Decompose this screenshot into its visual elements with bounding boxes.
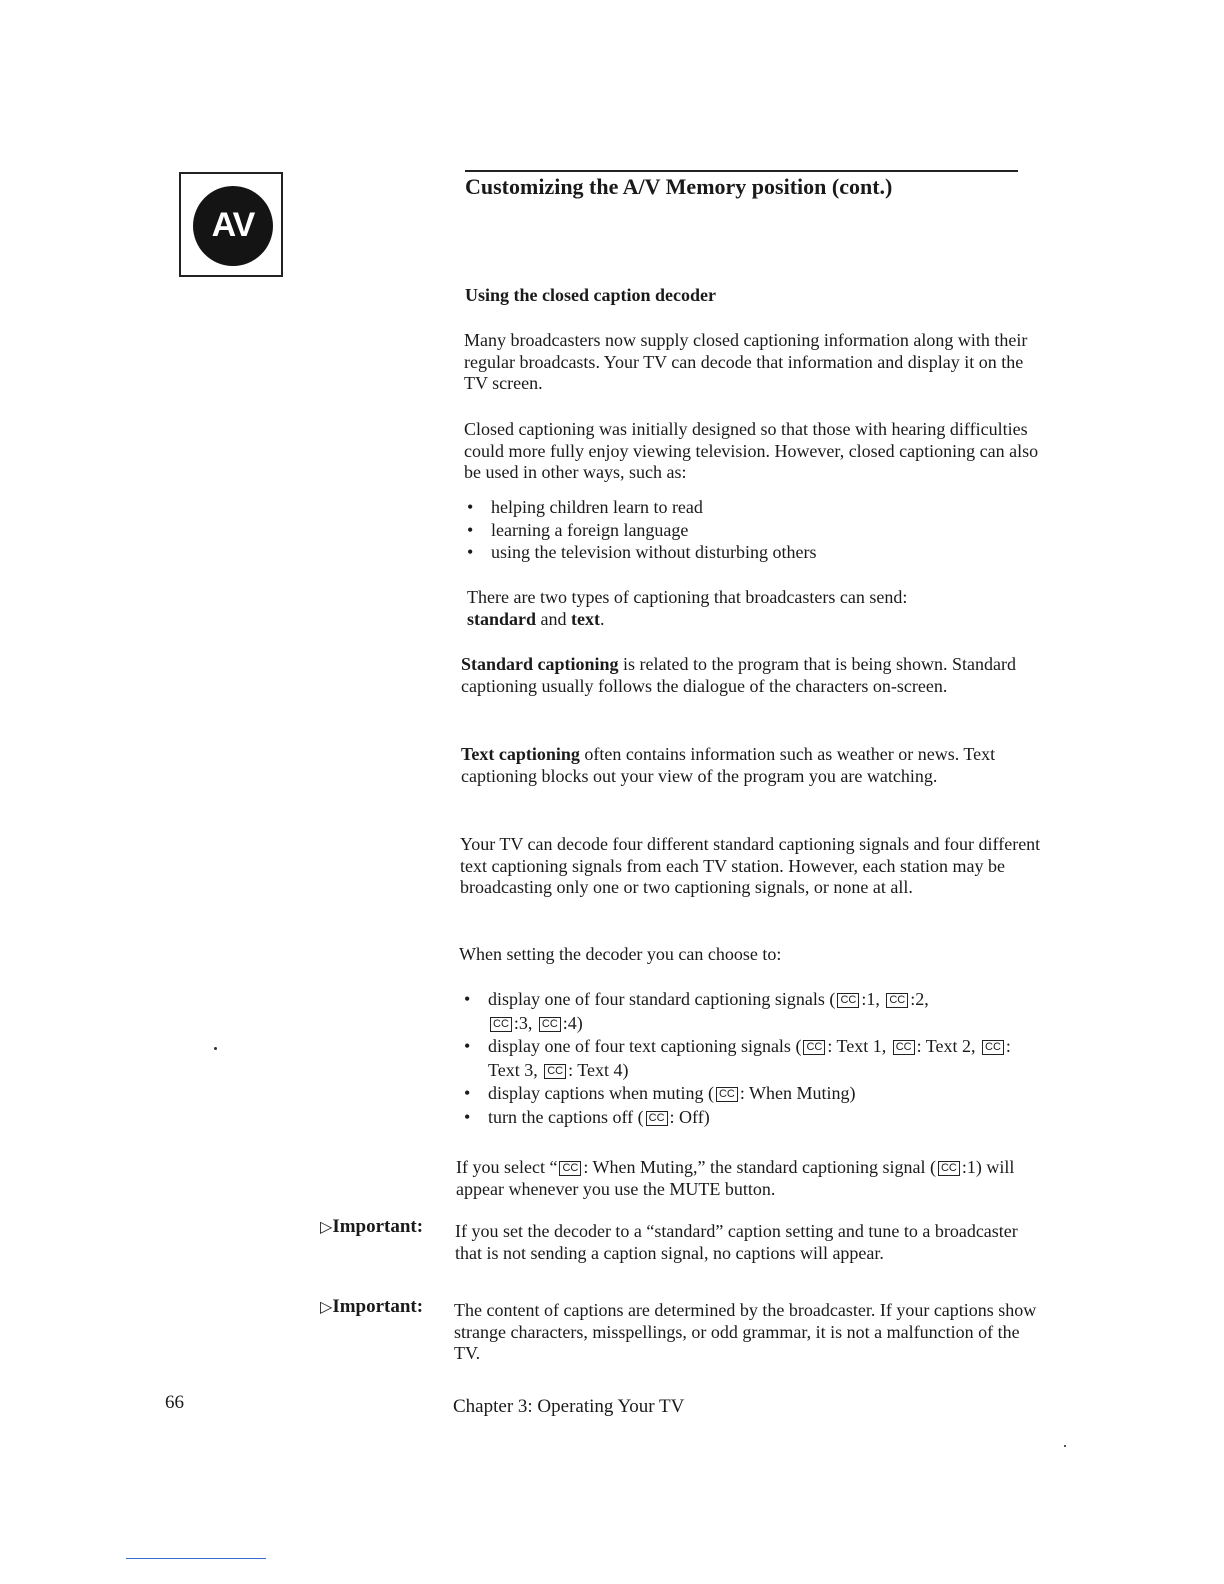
list-item: • display one of four standard captioning signals ( CC :1, CC :2, CC :3, CC :4)	[464, 989, 929, 1033]
cc-icon: CC	[544, 1064, 566, 1079]
header-rule	[465, 170, 1018, 172]
triangle-pointer-icon: ▷	[320, 1217, 333, 1236]
paragraph-decode: Your TV can decode four different standard captioning signals and four different text captioning signals from each TV station. However, each station may be broadcasting only one or two captioning signals, or none at all.	[460, 834, 1041, 897]
important-note-text: If you set the decoder to a “standard” caption setting and tune to a broadcaster that is not sending a caption signal, no captions will appear.	[455, 1221, 1018, 1263]
list-item: • using the television without disturbing others	[467, 542, 817, 562]
paragraph-muting: If you select “ CC : When Muting,” the standard captioning signal ( CC :1) will appear whenever you use the MUTE button.	[456, 1157, 1015, 1199]
chapter-footer: Chapter 3: Operating Your TV	[453, 1396, 685, 1417]
list-item: • helping children learn to read	[467, 497, 703, 517]
paragraph-intro: Many broadcasters now supply closed captioning information along with their regular broadcasts. Your TV can decode that information and display it on the TV screen.	[464, 330, 1028, 393]
uses-list	[465, 496, 1025, 564]
cc-icon: CC	[559, 1161, 581, 1176]
scan-speck	[214, 1047, 217, 1050]
cc-icon: CC	[716, 1087, 738, 1102]
cc-icon: CC	[646, 1111, 668, 1126]
paragraph-choose: When setting the decoder you can choose to:	[459, 944, 782, 964]
av-badge-label: AV	[211, 206, 255, 244]
list-item: • learning a foreign language	[467, 519, 689, 540]
section-heading: Using the closed caption decoder	[465, 285, 716, 305]
cc-icon: CC	[837, 993, 859, 1008]
cc-icon: CC	[886, 993, 908, 1008]
scan-speck	[1064, 1445, 1066, 1447]
av-icon	[193, 186, 273, 266]
page-title: Customizing the A/V Memory position (cont.)	[465, 174, 893, 199]
important-note-text: The content of captions are determined by the broadcaster. If your captions show strange characters, misspellings, or odd grammar, it is not a malfunction of the TV.	[454, 1300, 1037, 1363]
paragraph-text: Text captioning often contains information such as weather or news. Text captioning blocks out your view of the program you are watching.	[461, 744, 996, 786]
page-number: 66	[165, 1392, 184, 1413]
cc-icon: CC	[539, 1017, 561, 1032]
list-item: • display one of four text captioning signals ( CC : Text 1, CC : Text 2, CC : Text 3, CC : Text 4)	[464, 1036, 1011, 1080]
bottom-rule	[126, 1558, 266, 1559]
paragraph-standard: Standard captioning is related to the program that is being shown. Standard captioning usually follows the dialogue of the characters on-screen.	[461, 654, 1016, 696]
choices-list	[462, 988, 1037, 1129]
paragraph-types: There are two types of captioning that broadcasters can send: standard and text.	[467, 587, 908, 629]
cc-icon: CC	[490, 1017, 512, 1032]
list-item: • display captions when muting ( CC : When Muting)	[464, 1083, 856, 1103]
av-badge	[179, 172, 283, 277]
cc-icon: CC	[938, 1161, 960, 1176]
important-label: ▷Important:	[320, 1296, 424, 1317]
important-label: ▷Important:	[320, 1216, 424, 1237]
cc-icon: CC	[893, 1040, 915, 1055]
cc-icon: CC	[982, 1040, 1004, 1055]
triangle-pointer-icon: ▷	[320, 1297, 333, 1316]
paragraph-design: Closed captioning was initially designed so that those with hearing difficulties could more fully enjoy viewing television. However, closed captioning can also be used in other ways, such as:	[464, 419, 1039, 482]
cc-icon: CC	[803, 1040, 825, 1055]
list-item: • turn the captions off ( CC : Off)	[464, 1106, 710, 1127]
